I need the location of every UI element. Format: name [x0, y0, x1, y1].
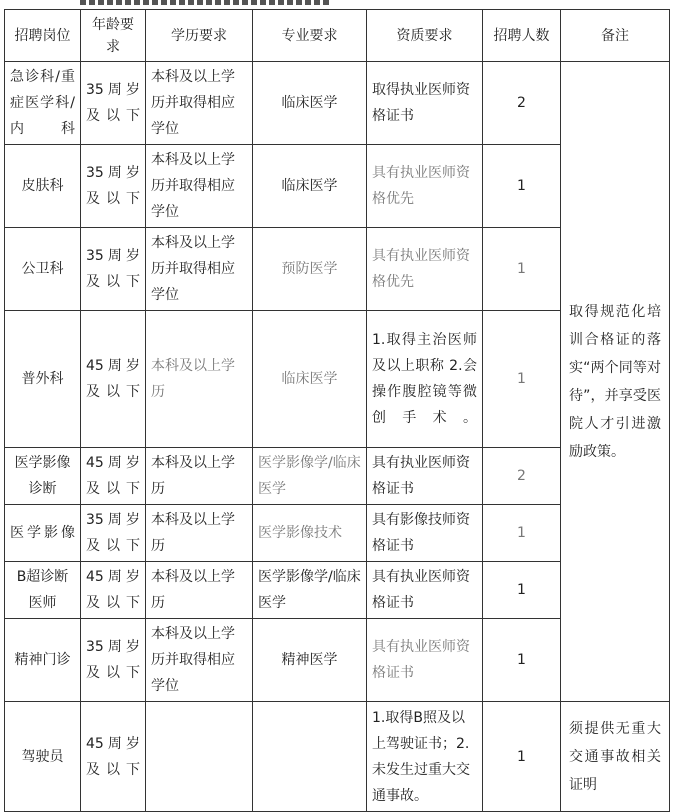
cell-major: 医学影像学/临床医学 [253, 448, 367, 505]
cell-qualification: 具有执业医师资格证书 [367, 619, 483, 702]
cell-position: 公卫科 [5, 228, 81, 311]
cell-education: 本科及以上学历并取得相应学位 [146, 619, 253, 702]
header-education: 学历要求 [146, 10, 253, 62]
cell-position: B超诊断医师 [5, 562, 81, 619]
cell-age: 35周岁及以下 [81, 145, 146, 228]
remarks-driver-cell [561, 702, 670, 812]
cell-major: 医学影像学/临床医学 [253, 562, 367, 619]
header-remarks: 备注 [561, 10, 670, 62]
cell-major: 精神医学 [253, 619, 367, 702]
cell-qualification: 具有执业医师资格证书 [367, 448, 483, 505]
cell-count: 1 [483, 505, 561, 562]
recruitment-table [4, 9, 670, 812]
cell-qualification: 取得执业医师资格证书 [367, 62, 483, 145]
cell-position: 皮肤科 [5, 145, 81, 228]
cell-education: 本科及以上学历并取得相应学位 [146, 145, 253, 228]
header-qualification: 资质要求 [367, 10, 483, 62]
cell-count: 2 [483, 448, 561, 505]
cell-qualification: 具有执业医师资格证书 [367, 562, 483, 619]
cell-major: 临床医学 [253, 62, 367, 145]
cell-education: 本科及以上学历 [146, 562, 253, 619]
header-position: 招聘岗位 [5, 10, 81, 62]
cell-position: 精神门诊 [5, 619, 81, 702]
header-count: 招聘人数 [483, 10, 561, 62]
cell-age: 45周岁及以下 [81, 311, 146, 448]
cell-count: 2 [483, 62, 561, 145]
cell-major: 临床医学 [253, 311, 367, 448]
cell-education: 本科及以上学历 [146, 311, 253, 448]
top-partial-heading [80, 0, 330, 5]
cell-age: 45周岁及以下 [81, 448, 146, 505]
cell-education: 本科及以上学历并取得相应学位 [146, 228, 253, 311]
cell-qualification: 具有影像技师资格证书 [367, 505, 483, 562]
cell-qualification: 具有执业医师资格优先 [367, 145, 483, 228]
cell-count: 1 [483, 702, 561, 812]
cell-qualification: 具有执业医师资格优先 [367, 228, 483, 311]
cell-major: 预防医学 [253, 228, 367, 311]
remarks-doctors-text: 取得规范化培训合格证的落实“两个同等对待”，并享受医院人才引进激励政策。 [569, 303, 661, 460]
cell-position: 急诊科/重症医学科/内科 [5, 62, 81, 145]
cell-count: 1 [483, 619, 561, 702]
header-age: 年龄要求 [81, 10, 146, 62]
cell-age: 35周岁及以下 [81, 619, 146, 702]
cell-count: 1 [483, 145, 561, 228]
remarks-doctors-cell [561, 62, 670, 702]
cell-education: 本科及以上学历 [146, 505, 253, 562]
cell-education: 本科及以上学历并取得相应学位 [146, 62, 253, 145]
cell-major [253, 702, 367, 812]
remarks-driver-text: 须提供无重大交通事故相关证明 [569, 720, 661, 793]
cell-major: 医学影像技术 [253, 505, 367, 562]
cell-major: 临床医学 [253, 145, 367, 228]
cell-qualification: 1.取得B照及以上驾驶证书；2.未发生过重大交通事故。 [367, 702, 483, 812]
cell-position: 医学影像诊断 [5, 448, 81, 505]
cell-education [146, 702, 253, 812]
cell-qualification: 1.取得主治医师及以上职称 2.会操作腹腔镜等微创手术。 [367, 311, 483, 448]
table-header-row [5, 10, 670, 62]
cell-education: 本科及以上学历 [146, 448, 253, 505]
table-row [5, 62, 670, 145]
cell-age: 35周岁及以下 [81, 228, 146, 311]
table-row [5, 702, 670, 812]
cell-age: 35周岁及以下 [81, 62, 146, 145]
cell-count: 1 [483, 311, 561, 448]
cell-position: 驾驶员 [5, 702, 81, 812]
cell-age: 45周岁及以下 [81, 562, 146, 619]
cell-age: 35周岁及以下 [81, 505, 146, 562]
cell-position: 普外科 [5, 311, 81, 448]
cell-count: 1 [483, 562, 561, 619]
cell-age: 45周岁及以下 [81, 702, 146, 812]
cell-count: 1 [483, 228, 561, 311]
cell-position: 医学影像 [5, 505, 81, 562]
header-major: 专业要求 [253, 10, 367, 62]
